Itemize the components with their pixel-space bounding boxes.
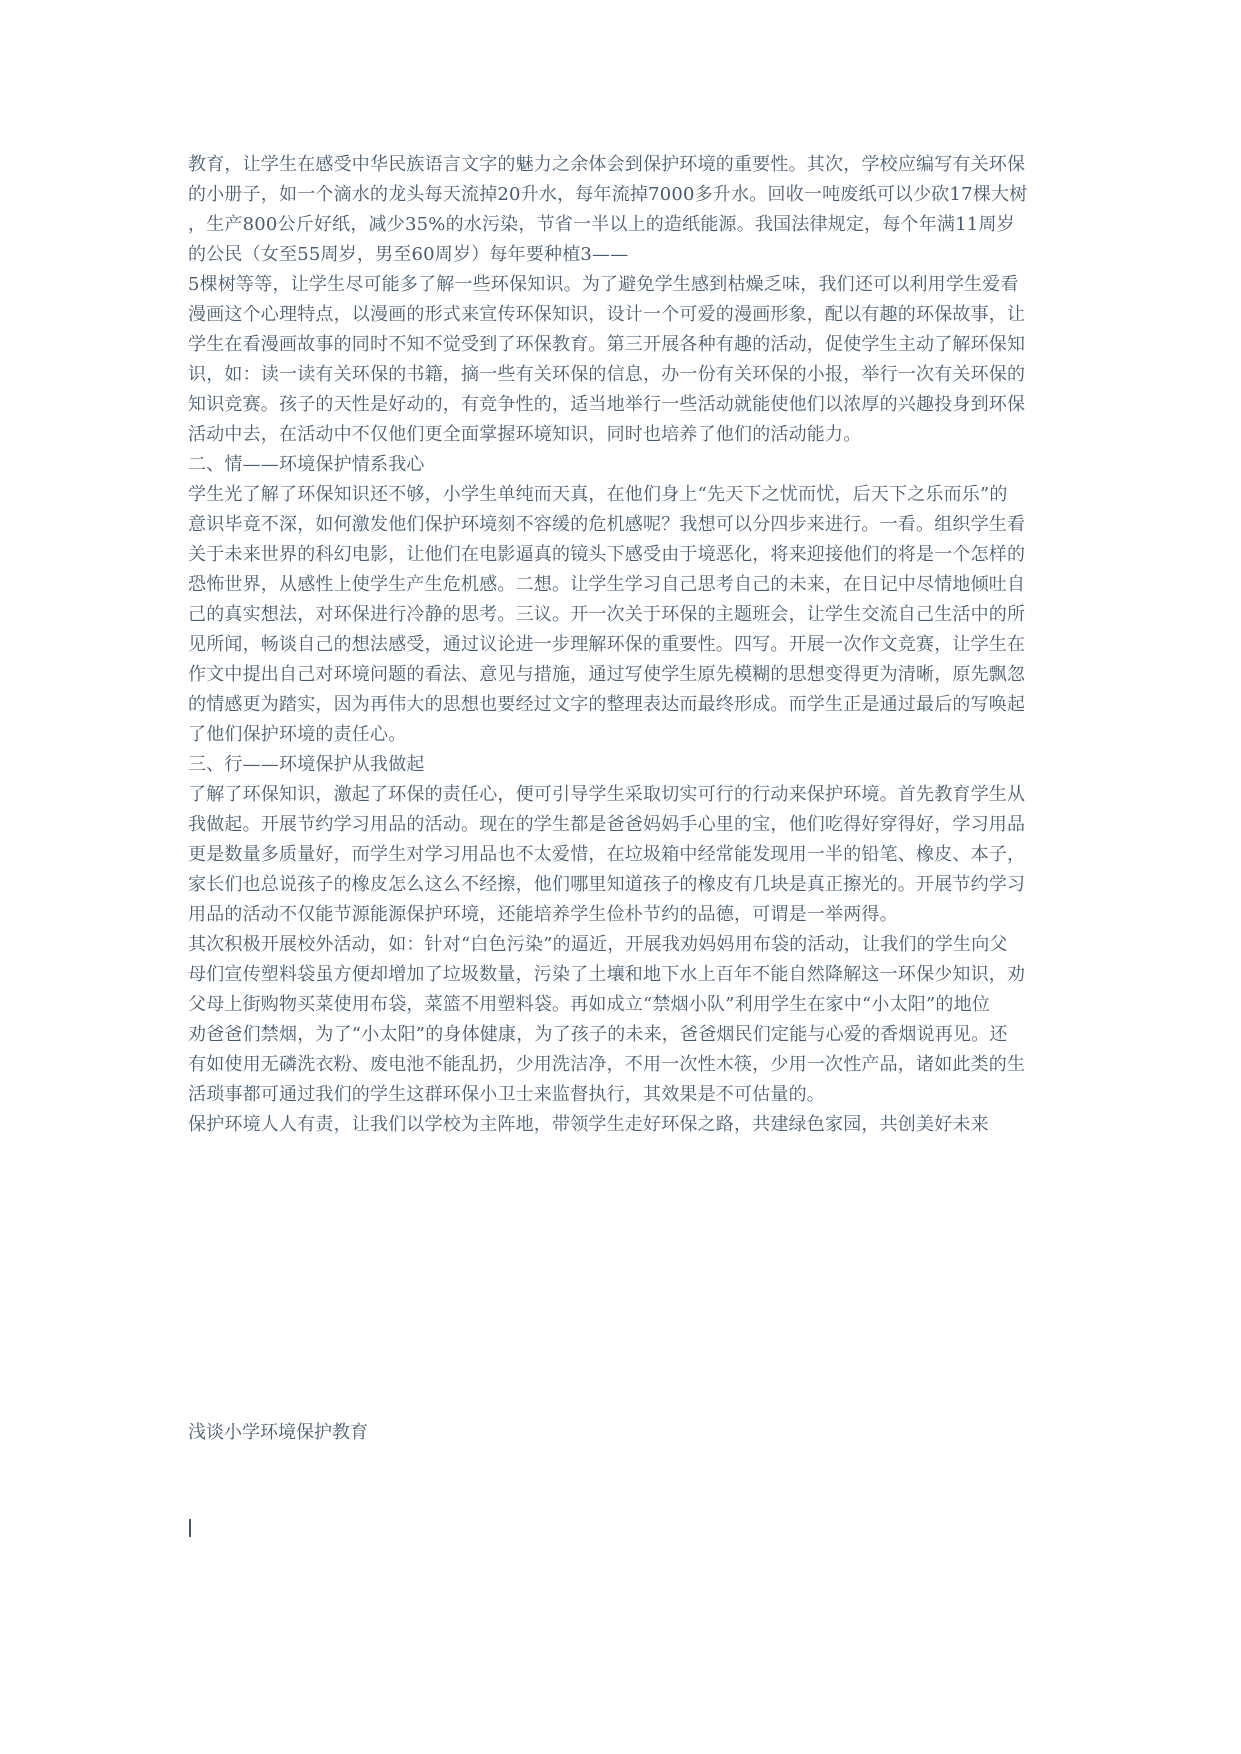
- body-line: 5棵树等等，让学生尽可能多了解一些环保知识。为了避免学生感到枯燥乏味，我们还可以利用学生爱看: [188, 274, 1019, 295]
- section-heading: 二、情——环境保护情系我心: [188, 454, 425, 475]
- body-line: 的情感更为踏实，因为再伟大的思想也要经过文字的整理表达而最终形成。而学生正是通过最后的写唤起: [188, 694, 1026, 715]
- closing-line: 保护环境人人有责，让我们以学校为主阵地，带领学生走好环保之路，共建绿色家园，共创美好未来: [188, 1114, 989, 1135]
- body-line: 漫画这个心理特点，以漫画的形式来宣传环保知识，设计一个可爱的漫画形象，配以有趣的环保故事，让: [188, 304, 1026, 325]
- section-heading: 三、行——环境保护从我做起: [188, 754, 425, 775]
- document-title: 浅谈小学环境保护教育: [188, 1422, 368, 1443]
- body-line: 教育，让学生在感受中华民族语言文字的魅力之余体会到保护环境的重要性。其次，学校应编写有关环保: [188, 154, 1026, 175]
- body-line: 其次积极开展校外活动，如：针对“白色污染”的逼近，开展我劝妈妈用布袋的活动，让我们的学生向父: [188, 934, 1008, 955]
- text-cursor[interactable]: [189, 1519, 191, 1537]
- body-line: 见所闻，畅谈自己的想法感受，通过议论进一步理解环保的重要性。四写。开展一次作文竞赛，让学生在: [188, 634, 1026, 655]
- body-line: 关于未来世界的科幻电影，让他们在电影逼真的镜头下感受由于境恶化，将来迎接他们的将是一个怎样的: [188, 544, 1026, 565]
- body-line: 用品的活动不仅能节源能源保护环境，还能培养学生俭朴节约的品德，可谓是一举两得。: [188, 904, 898, 925]
- body-line: 的小册子，如一个滴水的龙头每天流掉20升水，每年流掉7000多升水。回收一吨废纸可以少砍17棵大树: [188, 184, 1028, 205]
- body-line: 了解了环保知识，激起了环保的责任心，便可引导学生采取切实可行的行动来保护环境。首先教育学生从: [188, 784, 1026, 805]
- body-line: 父母上街购物买菜使用布袋，菜篮不用塑料袋。再如成立“禁烟小队”利用学生在家中“小太阳”的地位: [188, 994, 991, 1015]
- body-line: 己的真实想法，对环保进行冷静的思考。三议。开一次关于环保的主题班会，让学生交流自己生活中的所: [188, 604, 1026, 625]
- document-body: [188, 150, 1058, 1140]
- body-line: 家长们也总说孩子的橡皮怎么这么不经擦，他们哪里知道孩子的橡皮有几块是真正擦光的。开展节约学习: [188, 874, 1026, 895]
- body-line: 我做起。开展节约学习用品的活动。现在的学生都是爸爸妈妈手心里的宝，他们吃得好穿得好，学习用品: [188, 814, 1026, 835]
- body-line: 学生在看漫画故事的同时不知不觉受到了环保教育。第三开展各种有趣的活动，促使学生主动了解环保知: [188, 334, 1026, 355]
- body-line: 活琐事都可通过我们的学生这群环保小卫士来监督执行，其效果是不可估量的。: [188, 1084, 825, 1105]
- body-line: ，生产800公斤好纸，减少35%的水污染，节省一半以上的造纸能源。我国法律规定，每个年满11周岁: [188, 214, 1015, 235]
- body-line: 学生光了解了环保知识还不够，小学生单纯而天真，在他们身上“先天下之忧而忧，后天下之乐而乐”的: [188, 484, 1008, 505]
- body-line: 更是数量多质量好，而学生对学习用品也不太爱惜，在垃圾箱中经常能发现用一半的铅笔、橡皮、本子，: [188, 844, 1026, 865]
- body-line: 劝爸爸们禁烟，为了“小太阳”的身体健康，为了孩子的未来，爸爸烟民们定能与心爱的香烟说再见。还: [188, 1024, 1008, 1045]
- body-line: 意识毕竟不深，如何激发他们保护环境刻不容缓的危机感呢？我想可以分四步来进行。一看。组织学生看: [188, 514, 1026, 535]
- body-line: 作文中提出自己对环境问题的看法、意见与措施，通过写使学生原先模糊的思想变得更为清晰，原先飘忽: [188, 664, 1026, 685]
- body-line: 的公民（女至55周岁，男至60周岁）每年要种植3——: [188, 244, 629, 265]
- body-line: 知识竞赛。孩子的天性是好动的，有竞争性的，适当地举行一些活动就能使他们以浓厚的兴趣投身到环保: [188, 394, 1026, 415]
- body-line: 识，如：读一读有关环保的书籍，摘一些有关环保的信息，办一份有关环保的小报，举行一次有关环保的: [188, 364, 1026, 385]
- body-line: 有如使用无磷洗衣粉、废电池不能乱扔，少用洗洁净，不用一次性木筷，少用一次性产品，诸如此类的生: [188, 1054, 1026, 1075]
- body-line: 了他们保护环境的责任心。: [188, 724, 407, 745]
- body-line: 恐怖世界，从感性上使学生产生危机感。二想。让学生学习自己思考自己的未来，在日记中尽情地倾吐自: [188, 574, 1026, 595]
- body-line: 活动中去，在活动中不仅他们更全面掌握环境知识，同时也培养了他们的活动能力。: [188, 424, 862, 445]
- body-line: 母们宣传塑料袋虽方便却增加了垃圾数量，污染了土壤和地下水上百年不能自然降解这一环保少知识，劝: [188, 964, 1026, 985]
